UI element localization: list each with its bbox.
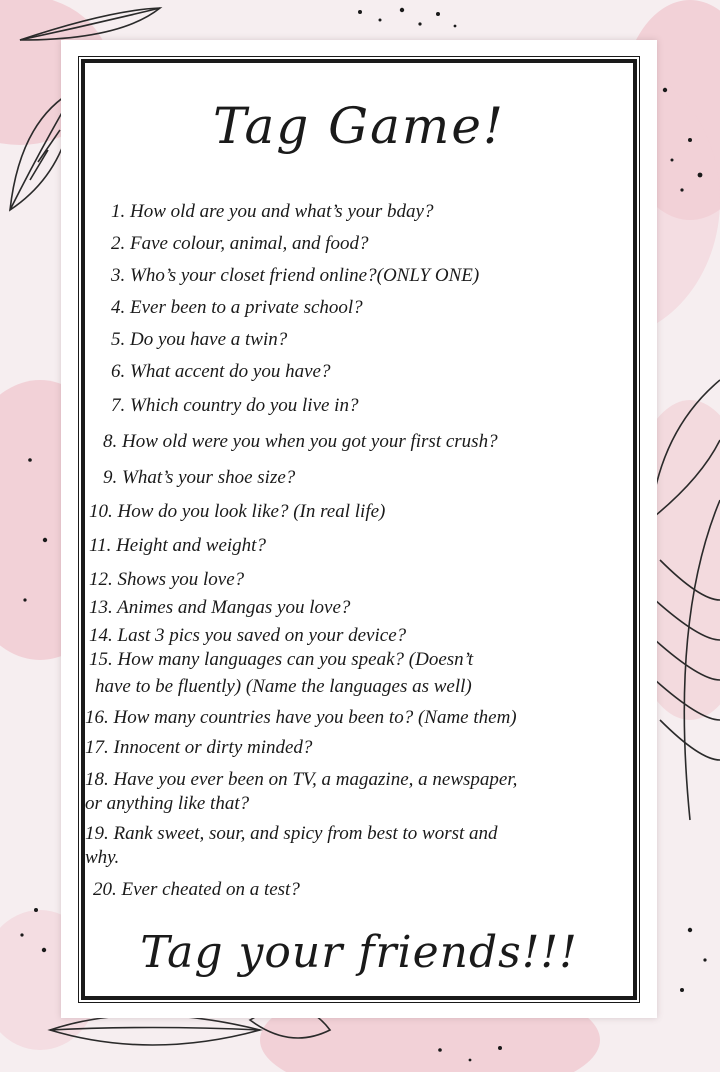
footer-call-to-action: Tag your friends!!! — [140, 927, 578, 978]
question-item: 15. How many languages can you speak? (Doesn’t — [89, 649, 474, 670]
question-item: 5. Do you have a twin? — [111, 329, 288, 350]
question-item: 11. Height and weight? — [89, 535, 266, 556]
card-frame — [81, 59, 637, 1000]
tag-game-card — [61, 40, 657, 1018]
question-item: 2. Fave colour, animal, and food? — [111, 233, 369, 254]
question-item: 14. Last 3 pics you saved on your device? — [89, 625, 407, 646]
question-item: 9. What’s your shoe size? — [103, 467, 296, 488]
question-item: 3. Who’s your closet friend online?(ONLY ONE) — [111, 265, 480, 286]
question-item: 16. How many countries have you been to? (Name them) — [85, 707, 517, 728]
question-item: 19. Rank sweet, sour, and spicy from best to worst and — [85, 823, 498, 844]
question-item: 1. How old are you and what’s your bday? — [111, 201, 434, 222]
question-item: 13. Animes and Mangas you love? — [89, 597, 351, 618]
question-item: 7. Which country do you live in? — [111, 395, 359, 416]
question-item: 10. How do you look like? (In real life) — [89, 501, 386, 522]
question-item: 6. What accent do you have? — [111, 361, 331, 382]
question-item: 17. Innocent or dirty minded? — [85, 737, 313, 758]
question-item: 8. How old were you when you got your first crush? — [103, 431, 498, 452]
question-item: why. — [85, 847, 120, 868]
question-item: 18. Have you ever been on TV, a magazine, a newspaper, — [85, 769, 518, 790]
question-item: 4. Ever been to a private school? — [111, 297, 363, 318]
question-item: or anything like that? — [85, 793, 250, 814]
question-item: 12. Shows you love? — [89, 569, 245, 590]
question-item: have to be fluently) (Name the languages as well) — [95, 676, 472, 697]
page-title: Tag Game! — [212, 97, 506, 155]
question-item: 20. Ever cheated on a test? — [93, 879, 300, 900]
